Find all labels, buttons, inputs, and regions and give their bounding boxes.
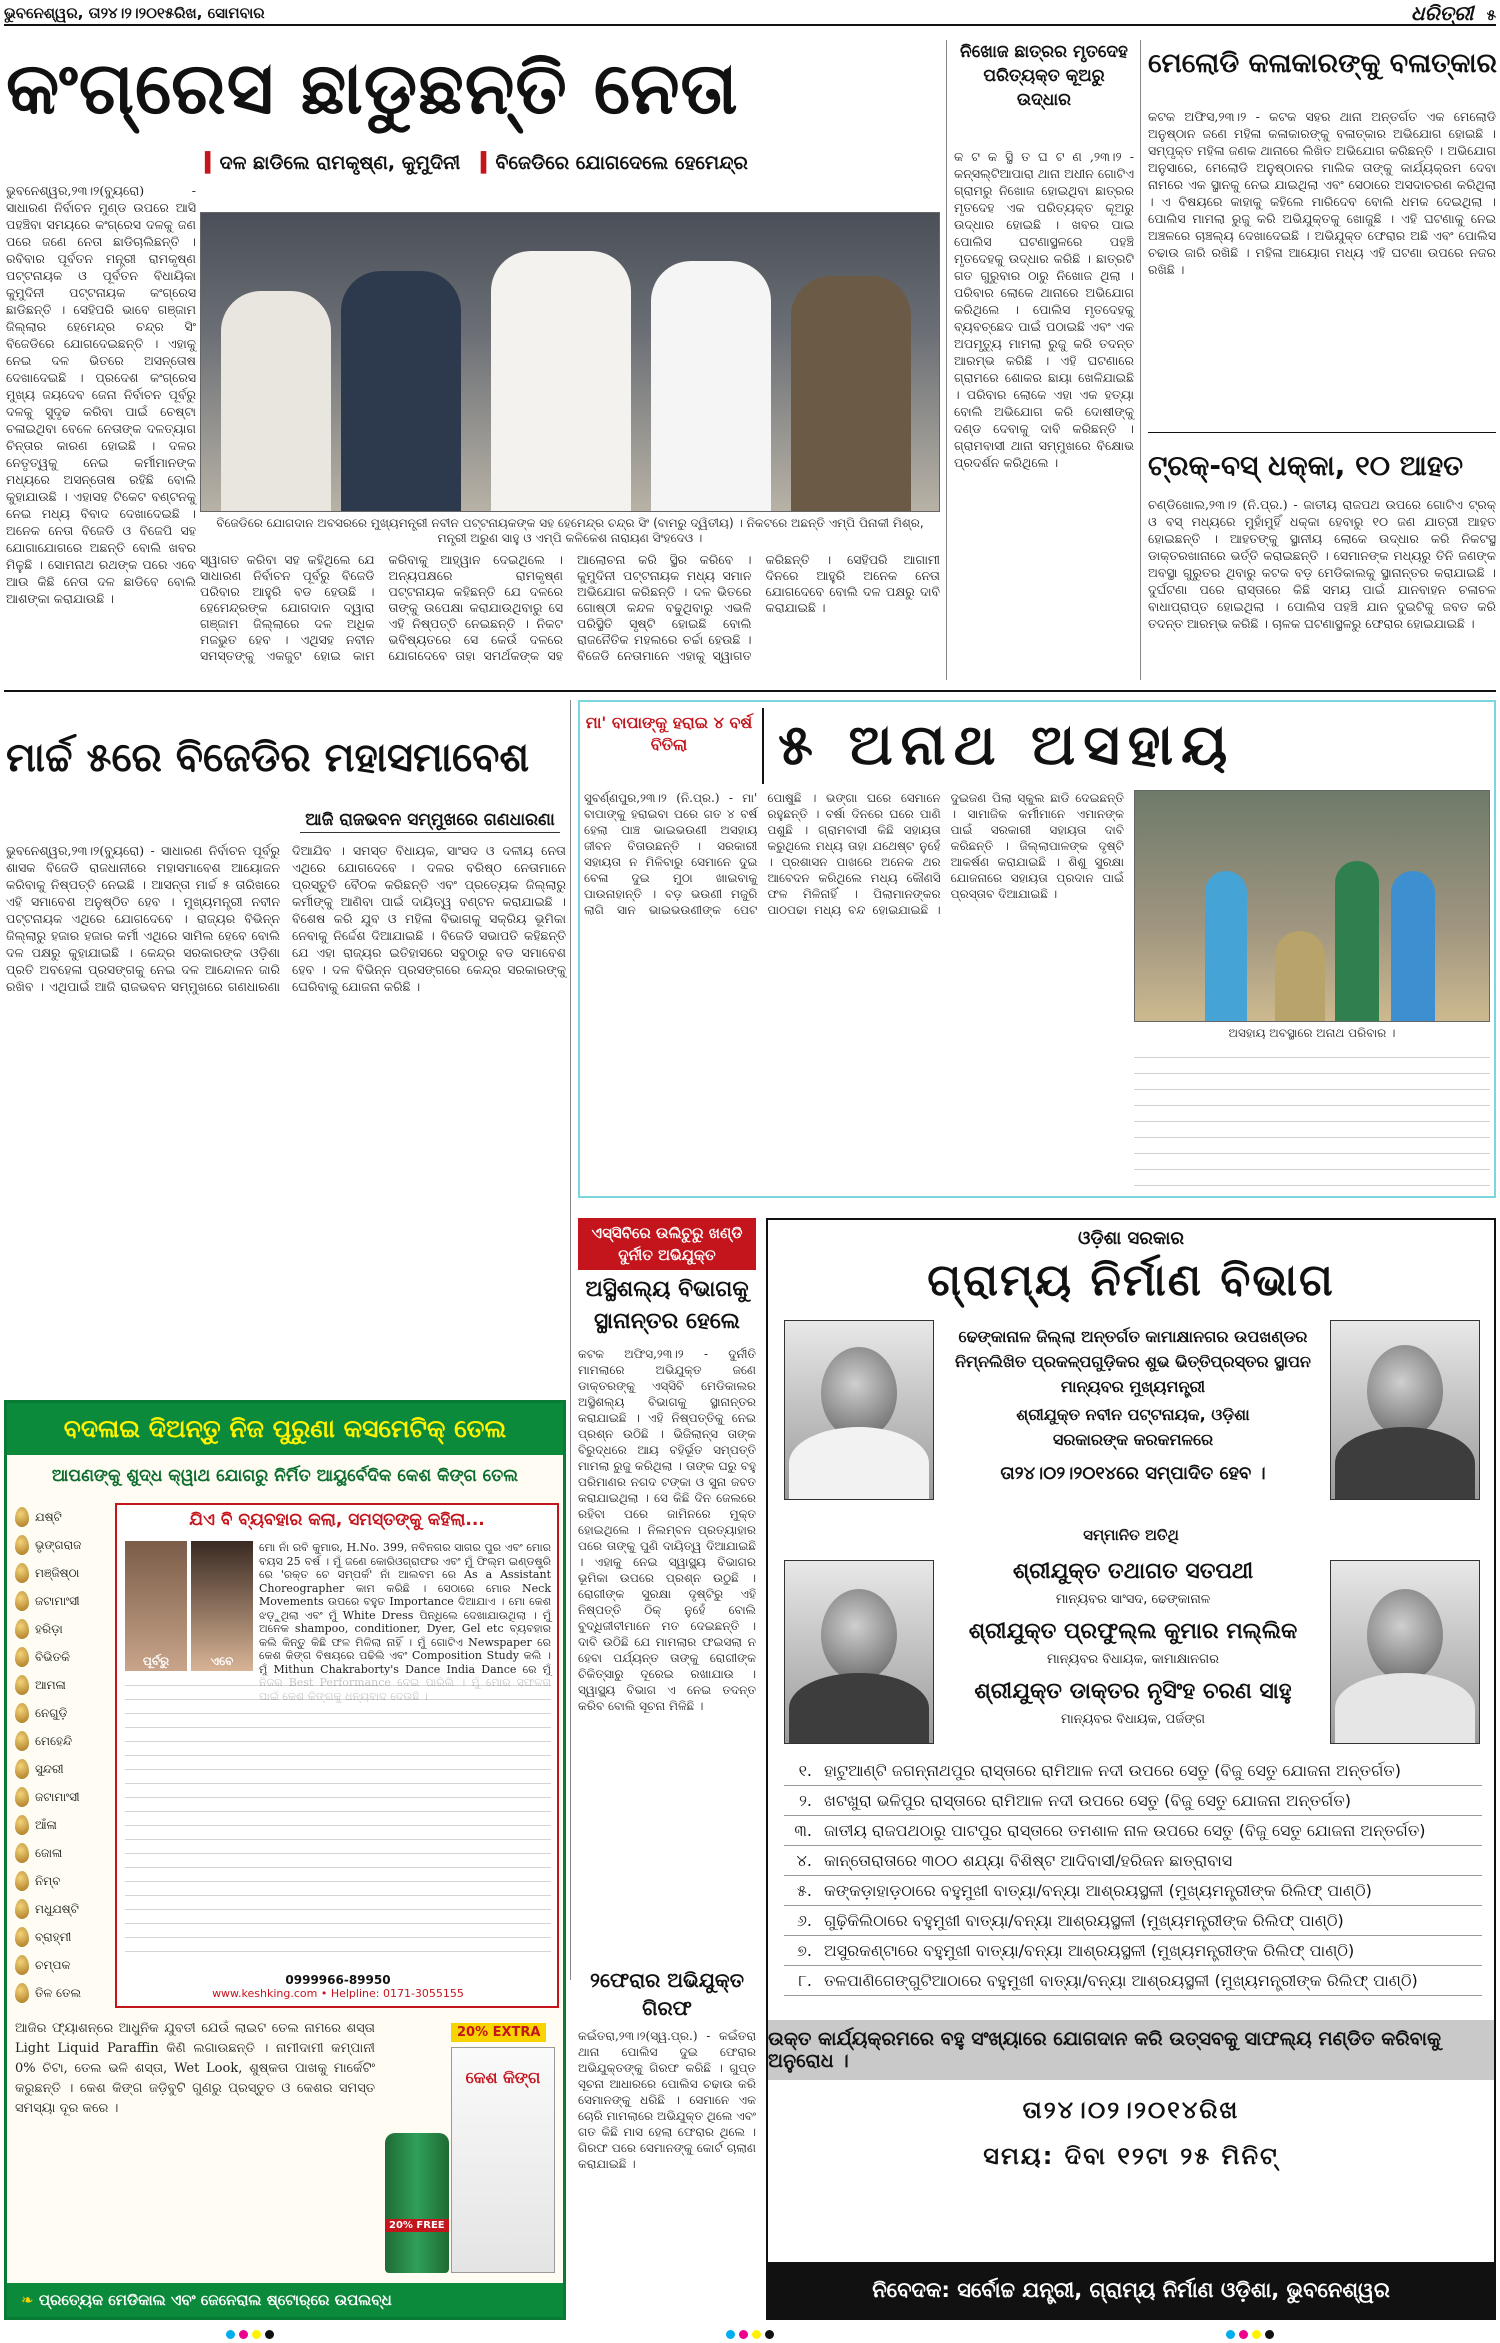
orphans-body: ସୁବର୍ଣ୍ଣପୁର,୨୩।୨ (ନି.ପ୍ର.) - ମା' ବାପାଙ୍କୁ ହରାଇବା ପରେ ଗତ ୪ ବର୍ଷ ହେଲା ପାଞ୍ଚ ଭାଇଭଉଣୀ ଅସହାୟ ଜୀବନ ବିତାଉଛନ୍ତି । ସରକାରୀ ସହାୟତା ନ ମିଳିବାରୁ ସେମାନେ ଦୁଇ ବେଳା ଦୁଇ ମୁଠା ଖାଇବାକୁ ପାଉନାହାନ୍ତି । ବଡ଼ ଭଉଣୀ ମଜୁରି ଲାଗି ସାନ ଭାଇଭଉଣୀଙ୍କ ପେଟ ପୋଷୁଛି । ଭଙ୍ଗା ଘରେ ସେମାନେ ରହୁଛନ୍ତି । ବର୍ଷା ଦିନରେ ଘରେ ପାଣି ପଶୁଛି । ଗ୍ରାମବାସୀ କିଛି ସହାୟତା କରୁଥିଲେ ମଧ୍ୟ ତାହା ଯଥେଷ୍ଟ ନୁହେଁ । ପ୍ରଶାସନ ପାଖରେ ଅନେକ ଥର ଆବେଦନ କରିଥିଲେ ମଧ୍ୟ କୌଣସି ଫଳ ମିଳିନାହିଁ । ପିଲାମାନଙ୍କର ପାଠପଢା ମଧ୍ୟ ବନ୍ଦ ହୋଇଯାଇଛି । ଦୁଇଜଣ ପିଲା ସ୍କୁଲ ଛାଡି ଦେଇଛନ୍ତି । ସାମାଜିକ କର୍ମୀମାନେ ଏମାନଙ୍କ ପାଇଁ ସରକାରୀ ସହାୟତା ଦାବି କରିଛନ୍ତି । ଜିଲ୍ଲାପାଳଙ୍କ ଦୃଷ୍ଟି ଆକର୍ଷଣ କରାଯାଇଛି । ଶିଶୁ ସୁରକ୍ଷା ଯୋଜନାରେ ସହାୟତା ପ୍ରଦାନ ପାଇଁ ପ୍ରସ୍ତାବ ଦିଆଯାଇଛି । bbox=[584, 791, 1124, 917]
scb-body: କଟକ ଅଫିସ,୨୩।୨ - ଦୁର୍ନୀତି ମାମଲାରେ ଅଭିଯୁକ୍ତ ଜଣେ ଡାକ୍ତରଙ୍କୁ ଏସ୍‌ସିବି ମେଡିକାଲର ଅସ୍ଥିଶଲ୍ୟ ବିଭାଗକୁ ସ୍ଥାନାନ୍ତର କରାଯାଇଛି । ଏହି ନିଷ୍ପତ୍ତିକୁ ନେଇ ପ୍ରଶ୍ନ ଉଠିଛି । ଭିଜିଲାନ୍ସ ତାଙ୍କ ବିରୁଦ୍ଧରେ ଆୟ ବହିର୍ଭୂତ ସମ୍ପତ୍ତି ମାମଲା ରୁଜୁ କରିଥିଲା । ତାଙ୍କ ଘରୁ ବହୁ ପରିମାଣର ନଗଦ ଟଙ୍କା ଓ ସୁନା ଜବତ କରାଯାଇଥିଲା । ସେ କିଛି ଦିନ ଜେଲରେ ରହିବା ପରେ ଜାମିନରେ ମୁକ୍ତ ହୋଇଥିଲେ । ନିଲମ୍ବନ ପ୍ରତ୍ୟାହାର ପରେ ତାଙ୍କୁ ପୁଣି ଦାୟିତ୍ୱ ଦିଆଯାଇଛି । ଏହାକୁ ନେଇ ସ୍ୱାସ୍ଥ୍ୟ ବିଭାଗର ଭୂମିକା ଉପରେ ପ୍ରଶ୍ନ ଉଠୁଛି । ରୋଗୀଙ୍କ ସୁରକ୍ଷା ଦୃଷ୍ଟିରୁ ଏହି ନିଷ୍ପତ୍ତି ଠିକ୍ ନୁହେଁ ବୋଲି ବୁଦ୍ଧିଜୀବୀମାନେ ମତ ଦେଇଛନ୍ତି । ଦାବି ଉଠିଛି ଯେ ମାମଲାର ଫଇସଲା ନ ହେବା ପର୍ଯ୍ୟନ୍ତ ତାଙ୍କୁ ରୋଗୀଙ୍କ ଚିକିତ୍ସାରୁ ଦୂରେଇ ରଖାଯାଉ । ସ୍ୱାସ୍ଥ୍ୟ ବିଭାଗ ଏ ନେଇ ତଦନ୍ତ କରିବ ବୋଲି ସୂଚନା ମିଳିଛି । bbox=[578, 1347, 756, 1713]
drop-icon bbox=[15, 1703, 29, 1723]
pack-brand: କେଶ କିଙ୍ଗ bbox=[465, 2068, 541, 2087]
herb-item: ଭୃଙ୍ଗରାଜ bbox=[15, 1531, 107, 1559]
issuer-text: ନିବେଦକ: ସର୍ବୋଚ୍ଚ ଯନ୍ତ୍ରୀ, ଗ୍ରାମ୍ୟ ନିର୍ମାଣ ଓଡ଼ିଶା, ଭୁବନେଶ୍ୱର bbox=[872, 2278, 1390, 2302]
ad-footer bbox=[7, 2283, 563, 2317]
govt-date-line: ତା୨୪।୦୨।୨୦୧୪ରେ ସମ୍ପାଦିତ ହେବ । bbox=[1000, 1463, 1266, 1484]
drop-icon bbox=[15, 1675, 29, 1695]
drop-icon bbox=[15, 1871, 29, 1891]
product-pack bbox=[381, 2023, 559, 2273]
drop-icon bbox=[15, 1507, 29, 1527]
govt-ad bbox=[766, 1218, 1496, 2320]
herb-item: ଯଷ୍ଟି bbox=[15, 1503, 107, 1531]
child-body: କ ଟ କ ସ୍ଥି ତ ଘ ଟ ଣ ,୨୩।୨ - କନ୍ସଲ୍ଟିଆପାରା ଥାନା ଅଧୀନ ଗୋଟିଏ ଗ୍ରାମରୁ ନିଖୋଜ ହୋଇଥିବା ଛାତ୍ରର ମୃତଦେହ ଏକ ପରିତ୍ୟକ୍ତ କୂଅରୁ ଉଦ୍ଧାର ହୋଇଛି । ଖବର ପାଇ ପୋଲିସ ଘଟଣାସ୍ଥଳରେ ପହଞ୍ଚି ମୃତଦେହକୁ ଉଦ୍ଧାର କରିଛି । ଛାତ୍ରଟି ଗତ ଗୁରୁବାର ଠାରୁ ନିଖୋଜ ଥିଲା । ପରିବାର ଲୋକେ ଥାନାରେ ଅଭିଯୋଗ କରିଥିଲେ । ପୋଲିସ ମୃତଦେହକୁ ବ୍ୟବଚ୍ଛେଦ ପାଇଁ ପଠାଇଛି ଏବଂ ଏକ ଅପମୃତ୍ୟୁ ମାମଲା ରୁଜୁ କରି ତଦନ୍ତ ଆରମ୍ଭ କରିଛି । ଏହି ଘଟଣାରେ ଗ୍ରାମରେ ଶୋକର ଛାୟା ଖେଳିଯାଇଛି । ପରିବାର ଲୋକେ ଏହା ଏକ ହତ୍ୟା ବୋଲି ଅଭିଯୋଗ କରି ଦୋଷୀଙ୍କୁ ଦଣ୍ଡ ଦେବାକୁ ଦାବି କରିଛନ୍ତି । ଗ୍ରାମବାସୀ ଥାନା ସମ୍ମୁଖରେ ବିକ୍ଷୋଭ ପ୍ରଦର୍ଶନ କରିଥିଲେ । bbox=[954, 149, 1134, 470]
newspaper-brand: ଧରିତ୍ରୀ bbox=[1410, 1, 1474, 25]
ad-headline: ବଦଳାଇ ଦିଅନ୍ତୁ ନିଜ ପୁରୁଣା କସମେଟିକ୍ ତେଲ bbox=[7, 1403, 563, 1455]
rally-headline: ମାର୍ଚ୍ଚ ୫ରେ ବିଜେଡିର ମହାସମାବେଶ bbox=[6, 735, 530, 781]
guest2-name: ଶ୍ରୀଯୁକ୍ତ ପ୍ରଫୁଲ୍ଲ କୁମାର ମଲ୍ଲିକ bbox=[968, 1619, 1298, 1644]
drop-icon bbox=[15, 1535, 29, 1555]
orphans-body-tail bbox=[1134, 1046, 1490, 1192]
drop-icon bbox=[15, 1955, 29, 1975]
guest3-portrait bbox=[1330, 1560, 1480, 1744]
drop-icon bbox=[15, 1927, 29, 1947]
project-row: ୪. କାନ୍ତୋରାତାରେ ୩୦୦ ଶଯ୍ୟା ବିଶିଷ୍ଟ ଆଦିବାସୀ/ହରିଜନ ଛାତ୍ରାବାସ bbox=[784, 1846, 1482, 1876]
lead-sub1: ଦଳ ଛାଡିଲେ ରାମକୃଷ୍ଣ, କୁମୁଦିନୀ bbox=[219, 152, 461, 174]
govt-intro: ଢେଙ୍କାନାଳ ଜିଲ୍ଲା ଅନ୍ତର୍ଗତ କାମାକ୍ଷାନଗର ଉପଖଣ୍ଡର ନିମ୍ନଲିଖିତ ପ୍ରକଳ୍ପଗୁଡ଼ିକର ଶୁଭ ଭିତ୍ତିପ୍ରସ୍ତର ସ୍ଥାପନ ମାନ୍ୟବର ମୁଖ୍ୟମନ୍ତ୍ରୀ bbox=[955, 1327, 1311, 1396]
lead-photo-caption: ବିଜେଡିରେ ଯୋଗଦାନ ଅବସରରେ ମୁଖ୍ୟମନ୍ତ୍ରୀ ନବୀନ ପଟ୍ଟନାୟକଙ୍କ ସହ ହେମେନ୍ଦ୍ର ଚନ୍ଦ୍ର ସିଂ (ବାମରୁ ଦ୍ୱିତୀୟ) । ନିକଟରେ ଅଛନ୍ତି ଏମ୍‌ପି ପିନାକୀ ମିଶ୍ର, ମନ୍ତ୍ରୀ ଅରୁଣ ସାହୁ ଓ ଏମ୍‌ପି କଳିକେଶ ନାରାୟଣ ସିଂହଦେଓ । bbox=[216, 516, 924, 545]
herb-item: ଜଟାମାଂସୀ bbox=[15, 1783, 107, 1811]
guest1-name: ଶ୍ରୀଯୁକ୍ତ ତଥାଗତ ସତପଥୀ bbox=[1012, 1559, 1254, 1584]
scb-headline: ଅସ୍ଥିଶଲ୍ୟ ବିଭାଗକୁ ସ୍ଥାନାନ୍ତର ହେଲେ bbox=[585, 1277, 749, 1334]
herb-item: ତିଳ ତେଲ bbox=[15, 1979, 107, 2007]
page-number: ୫ bbox=[1486, 6, 1496, 24]
herb-item: ଆମଳା bbox=[15, 1671, 107, 1699]
appeal-text: ଉକ୍ତ କାର୍ଯ୍ୟକ୍ରମରେ ବହୁ ସଂଖ୍ୟାରେ ଯୋଗଦାନ କରି ଉତ୍ସବକୁ ସାଫଲ୍ୟ ମଣ୍ଡିତ କରିବାକୁ ଅନୁରୋଧ । bbox=[768, 2028, 1442, 2072]
leaf-icon: ❧ bbox=[21, 2291, 34, 2309]
guest3-name: ଶ୍ରୀଯୁକ୍ତ ଡାକ୍ତର ନୃସିଂହ ଚରଣ ସାହୁ bbox=[974, 1679, 1292, 1704]
truck-bus-body: ଚଣ୍ଡିଖୋଲ,୨୩।୨ (ନି.ପ୍ର.) - ଜାତୀୟ ରାଜପଥ ଉପରେ ଗୋଟିଏ ଟ୍ରକ୍ ଓ ବସ୍ ମଧ୍ୟରେ ମୁହାଁମୁହିଁ ଧକ୍କା ହେବାରୁ ୧୦ ଜଣ ଯାତ୍ରୀ ଆହତ ହୋଇଛନ୍ତି । ଆହତଙ୍କୁ ସ୍ଥାନୀୟ ଲୋକେ ଉଦ୍ଧାର କରି ନିକଟସ୍ଥ ଡାକ୍ତରଖାନାରେ ଭର୍ତ୍ତି କରାଇଛନ୍ତି । ସେମାନଙ୍କ ମଧ୍ୟରୁ ତିନି ଜଣଙ୍କ ଅବସ୍ଥା ଗୁରୁତର ଥିବାରୁ କଟକ ବଡ଼ ମେଡିକାଲକୁ ସ୍ଥାନାନ୍ତର କରାଯାଇଛି । ଦୁର୍ଘଟଣା ପରେ ରାସ୍ତାରେ କିଛି ସମୟ ପାଇଁ ଯାନବାହନ ଚଳାଚଳ ବାଧାପ୍ରାପ୍ତ ହୋଇଥିଲା । ପୋଲିସ ପହଞ୍ଚି ଯାନ ଦୁଇଟିକୁ ଜବତ କରି ତଦନ୍ତ ଆରମ୍ଭ କରିଛି । ଚାଳକ ଘଟଣାସ୍ଥଳରୁ ଫେରାର ହୋଇଯାଇଛି । bbox=[1148, 497, 1496, 631]
drop-icon bbox=[15, 1619, 29, 1639]
product-bottle bbox=[385, 2133, 449, 2273]
melody-headline: ମେଲୋଡି କଳାକାରଙ୍କୁ ବଳାତ୍କାର bbox=[1148, 48, 1497, 79]
herb-item: ମେହେନ୍ଦି bbox=[15, 1727, 107, 1755]
cm-line: ସରକାରଙ୍କ କରକମଳରେ bbox=[1052, 1430, 1214, 1449]
after-photo bbox=[191, 1541, 253, 1671]
ad-phone: 0999966-89950 bbox=[285, 1973, 391, 1987]
drop-icon bbox=[15, 1843, 29, 1863]
testimonial-box bbox=[115, 1503, 559, 2008]
testimonial-text-more bbox=[125, 1675, 551, 1965]
project-row: ୮. ତଳପାଣିଗେଙ୍ଗୁଟିଆଠାରେ ବହୁମୁଖୀ ବାତ୍ୟା/ବନ୍ୟା ଆଶ୍ରୟସ୍ଥଳୀ (ମୁଖ୍ୟମନ୍ତ୍ରୀଙ୍କ ରିଲିଫ୍ ପାଣ୍ଠି) bbox=[784, 1966, 1482, 1996]
herb-list bbox=[15, 1503, 107, 2007]
drop-icon bbox=[15, 1787, 29, 1807]
cm-name: ଶ୍ରୀଯୁକ୍ତ ନବୀନ ପଟ୍ଟନାୟକ, ଓଡ଼ିଶା bbox=[1016, 1405, 1250, 1424]
herb-item: ମଞ୍ଜିଷ୍ଠା bbox=[15, 1559, 107, 1587]
herb-item: ବିଭିତକି bbox=[15, 1643, 107, 1671]
drop-icon bbox=[15, 1983, 29, 2003]
herb-item: ବ୍ରାହ୍ମୀ bbox=[15, 1923, 107, 1951]
herb-item: ଚମ୍ପକ bbox=[15, 1951, 107, 1979]
project-list bbox=[784, 1756, 1482, 1996]
masthead bbox=[4, 2, 1496, 26]
project-row: ୬. ଗୁଢ଼ିକିଲିଠାରେ ବହୁମୁଖୀ ବାତ୍ୟା/ବନ୍ୟା ଆଶ୍ରୟସ୍ଥଳୀ (ମୁଖ୍ୟମନ୍ତ୍ରୀଙ୍କ ରିଲିଫ୍ ପାଣ୍ଠି) bbox=[784, 1906, 1482, 1936]
melody-body: କଟକ ଅଫିସ,୨୩।୨ - କଟକ ସହର ଥାନା ଅନ୍ତର୍ଗତ ଏକ ମେଲୋଡି ଅନୁଷ୍ଠାନ ଜଣେ ମହିଳା କଳାକାରଙ୍କୁ ବଳାତ୍କାର ଅଭିଯୋଗ ହୋଇଛି । ସମ୍ପୃକ୍ତ ମହିଳା ଜଣକ ଥାନାରେ ଲିଖିତ ଅଭିଯୋଗ କରିଛନ୍ତି । ଅଭିଯୋଗ ଅନୁସାରେ, ମେଲୋଡି ଅନୁଷ୍ଠାନର ମାଲିକ ତାଙ୍କୁ କାର୍ଯ୍ୟକ୍ରମ ଦେବା ନାମରେ ଏକ ସ୍ଥାନକୁ ନେଇ ଯାଇଥିଲା ଏବଂ ସେଠାରେ ଅସଦାଚରଣ କରିଥିଲା । ଏ ବିଷୟରେ କାହାକୁ କହିଲେ ମାରିଦେବ ବୋଲି ଧମକ ଦେଇଥିଲା । ପୋଲିସ ମାମଲା ରୁଜୁ କରି ଅଭିଯୁକ୍ତକୁ ଖୋଜୁଛି । ଏହି ଘଟଣାକୁ ନେଇ ଅଞ୍ଚଳରେ ଚାଞ୍ଚଲ୍ୟ ଦେଖାଦେଇଛି । ଅଭିଯୁକ୍ତ ଫେରାର ଅଛି ଏବଂ ପୋଲିସ ଚଢାଉ ଜାରି ରଖିଛି । ମହିଳା ଆୟୋଗ ମଧ୍ୟ ଏହି ଘଟଣା ଉପରେ ନଜର ରଖିଛି । bbox=[1148, 109, 1496, 277]
after-label: ଏବେ bbox=[210, 1654, 234, 1668]
scb-label: ଏସ୍‌ସିବିରେ ଉଲିଚୁରୁ ଖଣ୍ଡି ଦୁର୍ନୀତ ଅଭିଯୁକ୍ତ bbox=[578, 1218, 756, 1270]
guest1-portrait bbox=[784, 1560, 934, 1744]
event-date: ତା୨୪।୦୨।୨୦୧୪ରିଖ bbox=[1022, 2096, 1240, 2124]
ad-contact bbox=[125, 1973, 551, 2000]
appeal-band bbox=[768, 2020, 1494, 2080]
before-photo bbox=[125, 1541, 187, 1671]
cm-portrait bbox=[784, 1320, 934, 1500]
drop-icon bbox=[15, 1563, 29, 1583]
drop-icon bbox=[15, 1815, 29, 1835]
drop-icon bbox=[15, 1591, 29, 1611]
guest2-role: ମାନ୍ୟବର ବିଧାୟକ, କାମାକ୍ଷାନଗର bbox=[1047, 1652, 1219, 1667]
guests-title: ସମ୍ମାନିତ ଅତିଥି bbox=[1083, 1526, 1179, 1544]
herb-item: ଜୋଳା bbox=[15, 1839, 107, 1867]
ad-web: www.keshking.com • Helpline: 0171-3055155 bbox=[212, 1987, 464, 2000]
testimonial-text: ମୋ ନାଁ ରବି କୁମାର, H.No. 399, ନବିନଗର ସାଗର ପୁର ଏବଂ ମୋର ବୟସ 25 ବର୍ଷ । ମୁଁ ଜଣେ କୋରିଓଗ୍ରାଫର ଏବଂ ମୁଁ ଫିଲ୍ମ ଇଣ୍ଡଷ୍ଟ୍ରି ରେ 'ରକ୍ତ ଚେ ସମ୍ପର୍କ' ନାଁ ଆଲବମ ରେ As a Assistant Choreographer କାମ କରିଛି । ସେଠାରେ ମୋର Neck Movements ଉପରେ ବହୁତ Importance ଦିଆଯାଏ । ମୋ କେଶ ଝଡ଼ୁଥିଲା ଏବଂ ମୁଁ White Dress ପିନ୍ଧିଲେ ଦେଖାଯାଉଥିଲା । ମୁଁ ଅନେକ shampoo, conditioner, Dyer, Gel etc ବ୍ୟବହାର କଲି କିନ୍ତୁ କିଛି ଫଳ ମିଳିଲା ନାହିଁ । ମୁଁ ଗୋଟିଏ Newspaper ରେ କେଶ କିଙ୍ଗ ବିଷୟରେ ପଢିଲି ଏବଂ Composition Study କଲି । ମୁଁ Mithun Chakraborty's Dance India Dance ରେ ମୁଁ bbox=[259, 1541, 551, 1676]
herb-item: ହରିଡ଼ା bbox=[15, 1615, 107, 1643]
product-box bbox=[451, 2047, 555, 2273]
govt-name: ଓଡ଼ିଶା ସରକାର bbox=[1078, 1228, 1184, 1249]
orphans-kicker: ମା' ବାପାଙ୍କୁ ହରାଇ ୪ ବର୍ଷ ବିତିଲା bbox=[585, 713, 753, 754]
lead-left-column: ଭୁବନେଶ୍ୱର,୨୩।୨(ବ୍ୟୁରୋ) - ସାଧାରଣ ନିର୍ବାଚନ ମୁଣ୍ଡ ଉପରେ ଆସି ପହଞ୍ଚିବା ସମୟରେ କଂଗ୍ରେସ ଦଳକୁ ଜଣ ପରେ ଜଣେ ନେତା ଛାଡିଚାଲିଛନ୍ତି । ରବିବାର ପୂର୍ବତନ ମନ୍ତ୍ରୀ ରାମକୃଷ୍ଣ ପଟ୍ଟନାୟକ ଓ ପୂର୍ବତନ ବିଧାୟିକା କୁମୁଦିନୀ ପଟ୍ଟନାୟକ କଂଗ୍ରେସ ଛାଡିଛନ୍ତି । ସେହିପରି ଭାବେ ଗଞ୍ଜାମ ଜିଲ୍ଲାର ହେମେନ୍ଦ୍ର ଚନ୍ଦ୍ର ସିଂ ବିଜେଡିରେ ଯୋଗଦେଇଛନ୍ତି । ଏହାକୁ ନେଇ ଦଳ ଭିତରେ ଅସନ୍ତୋଷ ଦେଖାଦେଇଛି । ପ୍ରଦେଶ କଂଗ୍ରେସ ମୁଖ୍ୟ ଜୟଦେବ ଜେନା ନିର୍ବାଚନ ପୂର୍ବରୁ ଦଳକୁ ସୁଦୃଢ କରିବା ପାଇଁ ଚେଷ୍ଟା ଚଳାଇଥିବା ବେଳେ ନେତାଙ୍କ ଦଳତ୍ୟାଗ ଚିନ୍ତାର କାରଣ ହୋଇଛି । ଦଳର ନେତୃତ୍ୱକୁ ନେଇ କର୍ମୀମାନଙ୍କ ମଧ୍ୟରେ ଅସନ୍ତୋଷ ରହିଛି ବୋଲି କୁହାଯାଉଛି । ଏହାସହ ଟିକେଟ ବଣ୍ଟନକୁ ନେଇ ମଧ୍ୟ ବିବାଦ ଦେଖାଦେଇଛି । ଅନେକ ନେତା ବିଜେଡି ଓ ବିଜେପି ସହ ଯୋଗାଯୋଗରେ ଅଛନ୍ତି ବୋଲି ଖବର ମିଳୁଛି । ସୋମନାଥ ରଥଙ୍କ ପରେ ଏବେ ଆଉ କିଛି ନେତା ଦଳ ଛାଡିବେ ବୋଲି ଆଶଙ୍କା କରାଯାଉଛି । bbox=[6, 183, 196, 606]
herb-item: ମଧୁଯଷ୍ଟି bbox=[15, 1895, 107, 1923]
ad-bottom-text: ଆଜିର ଫ୍ୟାଶନ୍‌ରେ ଆଧୁନିକ ଯୁବତୀ ଯେଉଁ ଲାଇଟ ତେଲ ନାମରେ ଶସ୍ତା Light Liquid Paraffin କିଣି ଲଗାଉଛନ୍ତି । ନାମୀଦାମୀ କମ୍ପାନୀ 0% ଚିଟା, ତେଲ ଭଳି ଶସ୍ତା, Wet Look, ଶୁଷ୍କତା ପାଖକୁ ମାର୍କେଟିଂ କରୁଛନ୍ତି । କେଶ କିଙ୍ଗ ଜଡ଼ିବୁଟି ଗୁଣରୁ ପ୍ରସ୍ତୁତ ଓ କେଶର ସମସ୍ତ ସମସ୍ୟା ଦୂର କରେ । bbox=[15, 2021, 375, 2116]
ad-subhead: ଆପଣଙ୍କୁ ଶୁଦ୍ଧ କ୍ୱାଥ ଯୋଗରୁ ନିର୍ମିତ ଆୟୁର୍ବେଦିକ କେଶ କିଙ୍ଗ ତେଲ bbox=[51, 1466, 519, 1486]
project-row: ୨. ଖଟଖୁରା ଭଳିପୁର ରାସ୍ତାରେ ରାମିଆଳ ନଦୀ ଉପରେ ସେତୁ (ବିଜୁ ସେତୁ ଯୋଜନା ଅନ୍ତର୍ଗତ) bbox=[784, 1786, 1482, 1816]
issuer-band bbox=[768, 2262, 1494, 2318]
project-row: ୧. ହାଟୁଆଣ୍ଟି ଜଗନ୍ନାଥପୁର ରାସ୍ତାରେ ରାମିଆଳ ନଦୀ ଉପରେ ସେତୁ (ବିଜୁ ସେତୁ ଯୋଜନା ଅନ୍ତର୍ଗତ) bbox=[784, 1756, 1482, 1786]
drop-icon bbox=[15, 1899, 29, 1919]
lead-sub2: ବିଜେଡିରେ ଯୋଗଦେଲେ ହେମେନ୍ଦ୍ର bbox=[495, 152, 748, 174]
truck-bus-headline: ଟ୍ରକ୍-ବସ୍ ଧକ୍କା, ୧୦ ଆହତ bbox=[1148, 449, 1464, 482]
arrest-body: କଇଁତରା,୨୩।୨(ସ୍ୱ.ପ୍ର.) - କଇଁତରା ଥାନା ପୋଲିସ ଦୁଇ ଫେରାର ଅଭିଯୁକ୍ତଙ୍କୁ ଗିରଫ କରିଛି । ଗୁପ୍ତ ସୂଚନା ଆଧାରରେ ପୋଲିସ ଚଢାଉ କରି ସେମାନଙ୍କୁ ଧରିଛି । ସେମାନେ ଏକ ଚୋରି ମାମଲାରେ ଅଭିଯୁକ୍ତ ଥିଲେ ଏବଂ ଗତ କିଛି ମାସ ହେଲା ଫେରାର ଥିଲେ । ଗିରଫ ପରେ ସେମାନଙ୍କୁ କୋର୍ଟ ଚାଲାଣ କରାଯାଇଛି । bbox=[578, 2029, 756, 2171]
lead-subheads: ▍ଦଳ ଛାଡିଲେ ରାମକୃଷ୍ଣ, କୁମୁଦିନୀ ▍ବିଜେଡିରେ ଯୋଗଦେଲେ ହେମେନ୍ଦ୍ର bbox=[205, 152, 748, 174]
lead-headline: କଂଗ୍ରେସ ଛାଡୁଛନ୍ତି ନେତା bbox=[6, 46, 739, 130]
minister-portrait bbox=[1330, 1320, 1480, 1500]
print-registration-marks bbox=[0, 2328, 1500, 2339]
orphans-photo bbox=[1134, 790, 1490, 1022]
pack-free: 20% FREE bbox=[385, 2219, 449, 2232]
project-row: ୭. ଅସୁରକଣ୍ଟାରେ ବହୁମୁଖୀ ବାତ୍ୟା/ବନ୍ୟା ଆଶ୍ରୟସ୍ଥଳୀ (ମୁଖ୍ୟମନ୍ତ୍ରୀଙ୍କ ରିଲିଫ୍ ପାଣ୍ଠି) bbox=[784, 1936, 1482, 1966]
event-time: ସମୟ: ଦିବା ୧୨ଟା ୨୫ ମିନିଟ୍ bbox=[983, 2142, 1279, 2170]
testimonial-quote: ଯିଏ ବି ବ୍ୟବହାର କଲା, ସମସ୍ତଙ୍କୁ କହିଲା... bbox=[189, 1510, 485, 1530]
lead-bottom-columns: ସ୍ୱାଗତ କରିବା ସହ କହିଥିଲେ ଯେ ସାଧାରଣ ନିର୍ବାଚନ ପୂର୍ବରୁ ବିଜେଡି ପରିବାର ଆହୁରି ବଡ ହେଉଛି । ହେମେନ୍ଦ୍ରଙ୍କ ଯୋଗଦାନ ଦ୍ୱାରା ଗଞ୍ଜାମ ଜିଲ୍ଲାରେ ଦଳ ଅଧିକ ମଜଭୁତ ହେବ । ଏଥିସହ ନବୀନ ସମସ୍ତଙ୍କୁ ଏକଜୁଟ ହୋଇ କାମ କରିବାକୁ ଆହ୍ୱାନ ଦେଇଥିଲେ । ଅନ୍ୟପକ୍ଷରେ ରାମକୃଷ୍ଣ ପଟ୍ଟନାୟକ କହିଛନ୍ତି ଯେ ଦଳରେ ତାଙ୍କୁ ଉପେକ୍ଷା କରାଯାଉଥିବାରୁ ସେ ଏହି ନିଷ୍ପତ୍ତି ନେଇଛନ୍ତି । ନିକଟ ଭବିଷ୍ୟତରେ ସେ କେଉଁ ଦଳରେ ଯୋଗଦେବେ ତାହା ସମର୍ଥକଙ୍କ ସହ ଆଲୋଚନା କରି ସ୍ଥିର କରିବେ । କୁମୁଦିନୀ ପଟ୍ଟନାୟକ ମଧ୍ୟ ସମାନ ଅଭିଯୋଗ କରିଛନ୍ତି । ଦଳ ଭିତରେ ଗୋଷ୍ଠୀ କନ୍ଦଳ ବଢୁଥିବାରୁ ଏଭଳି ପରିସ୍ଥିତି ସୃଷ୍ଟି ହୋଇଛି ବୋଲି ରାଜନୈତିକ ମହଲରେ ଚର୍ଚ୍ଚା ହେଉଛି । ବିଜେଡି ନେତାମାନେ ଏହାକୁ ସ୍ୱାଗତ କରିଛନ୍ତି । ସେହିପରି ଆଗାମୀ ଦିନରେ ଆହୁରି ଅନେକ ନେତା ଯୋଗଦେବେ ବୋଲି ଦଳ ପକ୍ଷରୁ ଦାବି କରାଯାଇଛି । bbox=[200, 552, 940, 663]
orphans-photo-caption: ଅସହାୟ ଅବସ୍ଥାରେ ଅନାଥ ପରିବାର । bbox=[1228, 1026, 1396, 1040]
guest1-role: ମାନ୍ୟବର ସାଂସଦ, ଢେଙ୍କାନାଳ bbox=[1055, 1592, 1211, 1607]
dateline: ଭୁବନେଶ୍ୱର, ତା୨୪।୨।୨୦୧୫ରିଖ, ସୋମବାର bbox=[4, 4, 265, 22]
dept-title: ଗ୍ରାମ୍ୟ ନିର୍ମାଣ ବିଭାଗ bbox=[927, 1255, 1335, 1306]
lead-photo bbox=[200, 212, 940, 512]
rally-body: ଭୁବନେଶ୍ୱର,୨୩।୨(ବ୍ୟୁରୋ) - ସାଧାରଣ ନିର୍ବାଚନ ପୂର୍ବରୁ ଶାସକ ବିଜେଡି ରାଜଧାନୀରେ ମହାସମାବେଶ ଆୟୋଜନ କରିବାକୁ ନିଷ୍ପତ୍ତି ନେଇଛି । ଆସନ୍ତା ମାର୍ଚ୍ଚ ୫ ତାରିଖରେ ଏହି ସମାବେଶ ଅନୁଷ୍ଠିତ ହେବ । ମୁଖ୍ୟମନ୍ତ୍ରୀ ନବୀନ ପଟ୍ଟନାୟକ ଏଥିରେ ଯୋଗଦେବେ । ରାଜ୍ୟର ବିଭିନ୍ନ ଜିଲ୍ଲାରୁ ହଜାର ହଜାର କର୍ମୀ ଏଥିରେ ସାମିଲ ହେବେ ବୋଲି ଦଳ ପକ୍ଷରୁ କୁହାଯାଇଛି । କେନ୍ଦ୍ର ସରକାରଙ୍କ ଓଡ଼ିଶା ପ୍ରତି ଅବହେଳା ପ୍ରସଙ୍ଗକୁ ନେଇ ଦଳ ଆନ୍ଦୋଳନ ଜାରି ରଖିବ । ଏଥିପାଇଁ ଆଜି ରାଜଭବନ ସମ୍ମୁଖରେ ଗଣଧାରଣା ଦିଆଯିବ । ସମସ୍ତ ବିଧାୟକ, ସାଂସଦ ଓ ଦଳୀୟ ନେତା ଏଥିରେ ଯୋଗଦେବେ । ଦଳର ବରିଷ୍ଠ ନେତାମାନେ ପ୍ରସ୍ତୁତି ବୈଠକ କରିଛନ୍ତି ଏବଂ ପ୍ରତ୍ୟେକ ଜିଲ୍ଲାରୁ କର୍ମୀଙ୍କୁ ଆଣିବା ପାଇଁ ଦାୟିତ୍ୱ ବଣ୍ଟନ କରାଯାଇଛି । ବିଶେଷ କରି ଯୁବ ଓ ମହିଳା ବିଭାଗକୁ ସକ୍ରିୟ ଭୂମିକା ନେବାକୁ ନିର୍ଦ୍ଦେଶ ଦିଆଯାଇଛି । ବିଜେଡି ସଭାପତି କହିଛନ୍ତି ଯେ ଏହା ରାଜ୍ୟର ଇତିହାସରେ ସବୁଠାରୁ ବଡ ସମାବେଶ ହେବ । ଦଳ ବିଭିନ୍ନ ପ୍ରସଙ୍ଗରେ କେନ୍ଦ୍ର ସରକାରଙ୍କୁ ଘେରିବାକୁ ଯୋଜନା କରିଛି । bbox=[6, 843, 566, 994]
herb-item: ନେଗୁଡ଼ି bbox=[15, 1699, 107, 1727]
herb-item: ନିମ୍ବ bbox=[15, 1867, 107, 1895]
herb-item: ସୁନ୍ଦରୀ bbox=[15, 1755, 107, 1783]
guest3-role: ମାନ୍ୟବର ବିଧାୟକ, ପର୍ଜଙ୍ଗ bbox=[1061, 1712, 1205, 1727]
drop-icon bbox=[15, 1647, 29, 1667]
pack-badge: 20% EXTRA bbox=[451, 2023, 546, 2042]
rally-subhead: ଆଜି ରାଜଭବନ ସମ୍ମୁଖରେ ଗଣଧାରଣା bbox=[300, 808, 560, 833]
drop-icon bbox=[15, 1759, 29, 1779]
herb-item: ଜଟାମାଂସୀ bbox=[15, 1587, 107, 1615]
project-row: ୫. କଙ୍କଡ଼ାହାଡ଼ଠାରେ ବହୁମୁଖୀ ବାତ୍ୟା/ବନ୍ୟା ଆଶ୍ରୟସ୍ଥଳୀ (ମୁଖ୍ୟମନ୍ତ୍ରୀଙ୍କ ରିଲିଫ୍ ପାଣ୍ଠି) bbox=[784, 1876, 1482, 1906]
herb-item: ଆଁଳା bbox=[15, 1811, 107, 1839]
project-row: ୩. ଜାତୀୟ ରାଜପଥଠାରୁ ପାଟପୁର ରାସ୍ତାରେ ତମଶାଳ ନାଳ ଉପରେ ସେତୁ (ବିଜୁ ସେତୁ ଯୋଜନା ଅନ୍ତର୍ଗତ) bbox=[784, 1816, 1482, 1846]
child-headline: ନିଖୋଜ ଛାତ୍ରର ମୃତଦେହ ପରିତ୍ୟକ୍ତ କୂଅରୁ ଉଦ୍ଧାର bbox=[960, 42, 1128, 110]
arrest-headline: ୨ଫେରାର ଅଭିଯୁକ୍ତ ଗିରଫ bbox=[590, 1968, 744, 2020]
ad-footer-text: ପ୍ରତ୍ୟେକ ମେଡିକାଲ ଏବଂ ଜେନେରାଲ ଷ୍ଟୋର୍‌ରେ ଉପଲବ୍ଧ bbox=[38, 2291, 392, 2309]
drop-icon bbox=[15, 1731, 29, 1751]
cosmetic-ad bbox=[4, 1400, 566, 2320]
before-label: ପୂର୍ବରୁ bbox=[142, 1654, 170, 1668]
orphans-headline: ୫ ଅନାଥ ଅସହାୟ bbox=[762, 708, 1492, 784]
